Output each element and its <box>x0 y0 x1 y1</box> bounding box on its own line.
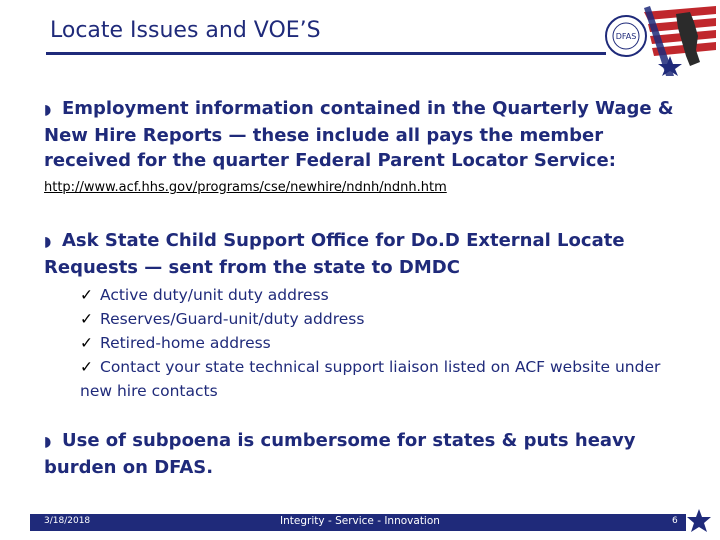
svg-text:DFAS: DFAS <box>615 32 637 41</box>
checkmark-icon: ✓ <box>80 310 93 328</box>
star-icon <box>686 508 712 534</box>
checkmark-icon: ✓ <box>80 286 93 304</box>
check-item-text: Active duty/unit duty address <box>100 286 329 304</box>
bullet-locate-text: Ask State Child Support Office for Do.D External Locate Requests — sent from the state to DMDC <box>44 230 625 278</box>
check-item <box>80 283 690 307</box>
fpls-link[interactable]: http://www.acf.hhs.gov/programs/cse/newhire/ndnh/ndnh.htm <box>44 180 447 195</box>
check-item-text: Reserves/Guard-unit/duty address <box>100 310 365 328</box>
page-title: Locate Issues and VOE’S <box>50 18 321 43</box>
footer-date: 3/18/2018 <box>44 516 91 526</box>
footer-motto: Integrity - Service - Innovation <box>280 515 440 527</box>
bullet-icon: ◗ <box>44 434 52 450</box>
check-item <box>80 355 690 403</box>
page-number: 6 <box>672 516 678 526</box>
check-item-text: Contact your state technical support liaison listed on ACF website under new hire contacts <box>80 358 661 400</box>
checkmark-icon: ✓ <box>80 334 93 352</box>
dfas-logo <box>604 6 716 76</box>
check-list <box>80 283 690 403</box>
bullet-employment-text: Employment information contained in the Quarterly Wage & New Hire Reports — these include all pays the member received for the quarter Federal Parent Locator Service: <box>44 98 674 171</box>
check-item <box>80 331 690 355</box>
check-item <box>80 307 690 331</box>
check-item-text: Retired-home address <box>100 334 271 352</box>
bullet-employment-info <box>44 96 694 173</box>
bullet-subpoena-text: Use of subpoena is cumbersome for states & puts heavy burden on DFAS. <box>44 430 636 478</box>
bullet-subpoena <box>44 428 684 480</box>
bullet-locate-requests <box>44 228 644 280</box>
bullet-icon: ◗ <box>44 102 52 118</box>
title-underline <box>46 52 606 55</box>
bullet-icon: ◗ <box>44 234 52 250</box>
checkmark-icon: ✓ <box>80 358 93 376</box>
